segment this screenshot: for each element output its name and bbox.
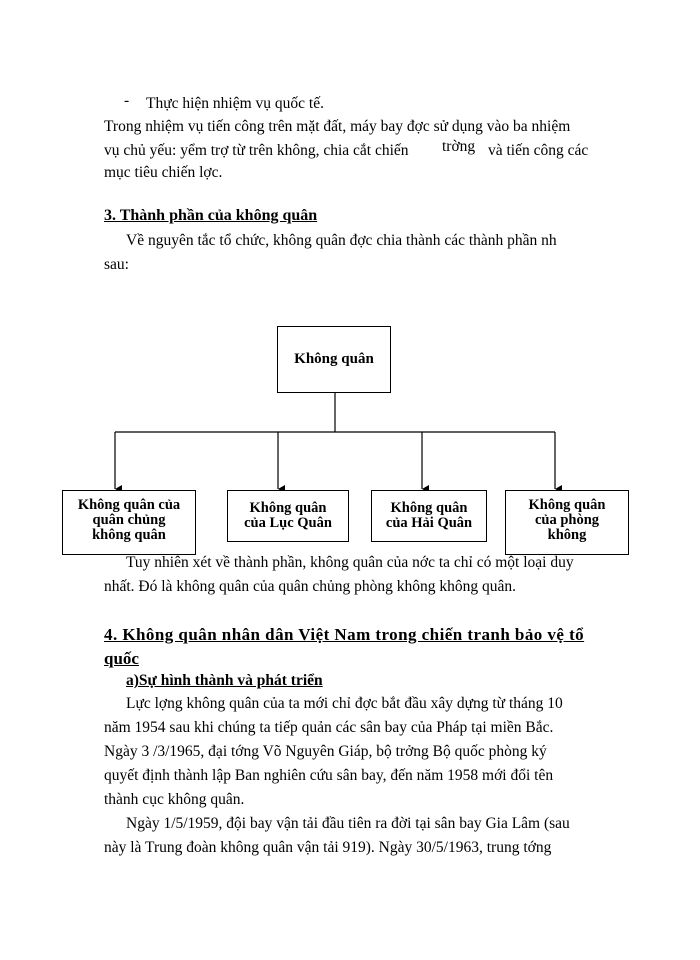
child-1-line2: quân chủng xyxy=(92,512,166,528)
child-4-line1: Không quân xyxy=(528,497,606,513)
diagram-child-4-box xyxy=(505,490,629,555)
para1-word-truong: trờng xyxy=(442,138,476,155)
bullet-marker: - xyxy=(124,92,130,109)
para1-line2-end: và tiến công các xyxy=(488,142,589,159)
para2-line2: nhất. Đó là không quân của quân chủng phòng không không quân. xyxy=(104,578,516,595)
child-3-line1: Không quân xyxy=(390,500,468,516)
para-b-line2: này là Trung đoàn không quân vận tải 919). Ngày 30/5/1963, trung tớng xyxy=(104,839,552,856)
bullet-text: Thực hiện nhiệm vụ quốc tế. xyxy=(146,95,324,112)
child-1-line1: Không quân của xyxy=(77,497,181,513)
para1-line3: mục tiêu chiến lợc. xyxy=(104,164,223,181)
para1-line2: vụ chủ yếu: yểm trợ từ trên không, chia cắt chiến xyxy=(104,142,409,159)
section4-heading-line2: quốc xyxy=(104,649,139,668)
section3-line1: Về nguyên tắc tổ chức, không quân đợc chia thành các thành phần nh xyxy=(126,232,557,249)
para2-line1: Tuy nhiên xét về thành phần, không quân của nớc ta chỉ có một loại duy xyxy=(126,554,574,571)
para-a-line4: quyết định thành lập Ban nghiên cứu sân bay, đến năm 1958 mới đổi tên xyxy=(104,767,554,784)
child-3-line2: của Hải Quân xyxy=(385,515,473,531)
child-1-line3: không quân xyxy=(92,527,166,543)
section3-heading: 3. Thành phần của không quân xyxy=(104,207,318,224)
para-a-line3: Ngày 3 /3/1965, đại tớng Võ Nguyên Giáp, bộ trởng Bộ quốc phòng ký xyxy=(104,743,547,760)
diagram-child-3-box xyxy=(371,490,487,542)
para1-line1: Trong nhiệm vụ tiến công trên mặt đất, máy bay đợc sử dụng vào ba nhiệm xyxy=(104,118,571,135)
section4-heading-line1: 4. Không quân nhân dân Việt Nam trong chiến tranh bảo vệ tổ xyxy=(104,625,585,644)
child-4-line3: không xyxy=(547,527,587,543)
child-4-line2: của phòng xyxy=(534,512,600,528)
para-a-line1: Lực lợng không quân của ta mới chỉ đợc bắt đầu xây dựng từ tháng 10 xyxy=(126,695,563,712)
para-a-line2: năm 1954 sau khi chúng ta tiếp quản các sân bay của Pháp tại miền Bắc. xyxy=(104,719,554,736)
diagram-root-box xyxy=(277,326,391,393)
child-2-line1: Không quân xyxy=(249,500,327,516)
child-2-line2: của Lục Quân xyxy=(244,515,332,531)
diagram-child-1-box xyxy=(62,490,196,555)
para-a-line5: thành cục không quân. xyxy=(104,791,245,808)
section3-line2: sau: xyxy=(104,256,129,273)
diagram-child-2-box xyxy=(227,490,349,542)
diagram-root-label: Không quân xyxy=(294,351,374,367)
section4-subheading: a)Sự hình thành và phát triển xyxy=(126,672,323,689)
para-b-line1: Ngày 1/5/1959, đội bay vận tải đầu tiên ra đời tại sân bay Gia Lâm (sau xyxy=(126,815,570,832)
